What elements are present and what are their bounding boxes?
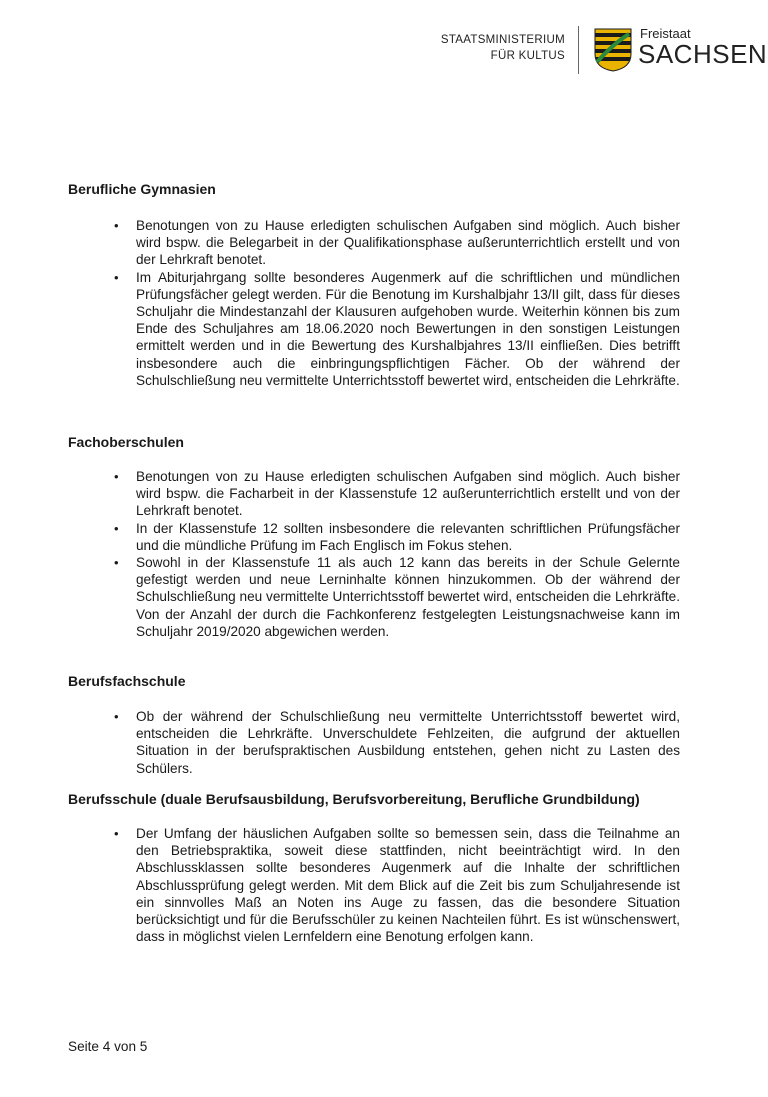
- ministry-line-2: FÜR KULTUS: [490, 50, 565, 62]
- list-item-text: Sowohl in der Klassenstufe 11 als auch 12 kann das bereits in der Schule Gelernte gefestigt werden und neue Lerninhalte können hinzukommen. Ob der während der Schulschließung neu vermittelte Unterrichtsstoff bewertet wird, entscheiden die Lehrkräfte. Von der Anzahl der durch die Fachkonferenz festgelegten Leistungsnachweise kann im Schuljahr 2019/2020 abgewichen werden.: [136, 555, 680, 639]
- logo-sachsen-text: SACHSEN: [638, 39, 768, 69]
- list-item: [0, 708, 680, 777]
- list-item: [0, 217, 680, 269]
- list-item: [0, 269, 680, 389]
- section-heading-berufsfachschule: Berufsfachschule: [68, 673, 186, 689]
- logo-freistaat-text: Freistaat: [640, 26, 691, 41]
- bullet-icon: •: [114, 709, 119, 724]
- header-divider: [578, 26, 579, 74]
- section-list-berufsfachschule: [0, 708, 680, 777]
- page-number: Seite 4 von 5: [68, 1039, 148, 1054]
- list-item-text: Benotungen von zu Hause erledigten schulischen Aufgaben sind möglich. Auch bisher wird bspw. die Facharbeit in der Klassenstufe 12 außerunterrichtlich erstellt und von der Lehrkraft benotet.: [136, 469, 680, 519]
- list-item-text: Benotungen von zu Hause erledigten schulischen Aufgaben sind möglich. Auch bisher wird bspw. die Belegarbeit in der Qualifikationsphase außerunterrichtlich erstellt und von der Lehrkraft benotet.: [136, 218, 680, 268]
- list-item: [0, 468, 680, 520]
- list-item-text: Im Abiturjahrgang sollte besonderes Augenmerk auf die schriftlichen und mündlichen Prüfungsfächer gelegt werden. Für die Benotung im Kurshalbjahr 13/II gilt, dass für dieses Schuljahr die Mindestanzahl der Klausuren aufgehoben wurde. Weiterhin können bis zum Ende des Schuljahres am 18.06.2020 noch Bewertungen in den sonstigen Leistungen ermittelt werden und in die Bewertung des Kurshalbjahres 13/II einfließen. Dies betrifft insbesondere auch die einbringungspflichtigen Fächer. Ob der während der Schulschließung neu vermittelte Unterrichtsstoff bewertet wird, entscheiden die Lehrkräfte.: [136, 269, 680, 388]
- bullet-icon: •: [114, 520, 119, 536]
- list-item-text: Der Umfang der häuslichen Aufgaben sollte so bemessen sein, dass die Teilnahme an den Betriebspraktika, soweit diese stattfinden, nicht beeinträchtigt wird. In den Abschlussklassen sollte besonderes Augenmerk auf die Inhalte der schriftlichen Abschlussprüfung gelegt werden. Mit dem Blick auf die Zeit bis zum Schuljahresende ist ein sinnvolles Maß an Noten ins Auge zu fassen, das die besondere Situation berücksichtigt und für die Berufsschüler zu keinen Nachteilen führt. Es ist wünschenswert, dass in möglichst vielen Lernfeldern eine Benotung erfolgen kann.: [136, 826, 680, 945]
- ministry-name: [441, 32, 565, 64]
- bullet-icon: •: [114, 469, 119, 484]
- section-heading-berufliche-gymnasien: Berufliche Gymnasien: [68, 181, 216, 197]
- section-list-berufsschule: [0, 825, 680, 945]
- list-item: [0, 825, 680, 945]
- ministry-line-1: STAATSMINISTERIUM: [440, 34, 565, 46]
- list-item-text: In der Klassenstufe 12 sollten insbesondere die relevanten schriftlichen Prüfungsfächer und die mündliche Prüfung im Fach Englisch im Fokus stehen.: [136, 520, 680, 553]
- bullet-icon: •: [114, 269, 119, 285]
- section-heading-berufsschule: Berufsschule (duale Berufsausbildung, Berufsvorbereitung, Berufliche Grundbildung): [68, 791, 640, 807]
- bullet-icon: •: [114, 218, 119, 233]
- bullet-icon: •: [114, 555, 119, 571]
- list-item: [0, 520, 680, 554]
- list-item: [0, 554, 680, 640]
- list-item-text: Ob der während der Schulschließung neu vermittelte Unterrichtsstoff bewertet wird, entscheiden die Lehrkräfte. Unverschuldete Fehlzeiten, die aufgrund der aktuellen Situation in der berufspraktischen Ausbildung entstehen, gehen nicht zu Lasten des Schülers.: [136, 709, 680, 776]
- section-list-fachoberschulen: [0, 468, 680, 640]
- section-heading-fachoberschulen: Fachoberschulen: [68, 434, 184, 450]
- section-list-berufliche-gymnasien: [0, 217, 680, 389]
- page-header: [0, 26, 768, 78]
- saxony-coat-of-arms-icon: [594, 28, 632, 72]
- bullet-icon: •: [114, 826, 119, 841]
